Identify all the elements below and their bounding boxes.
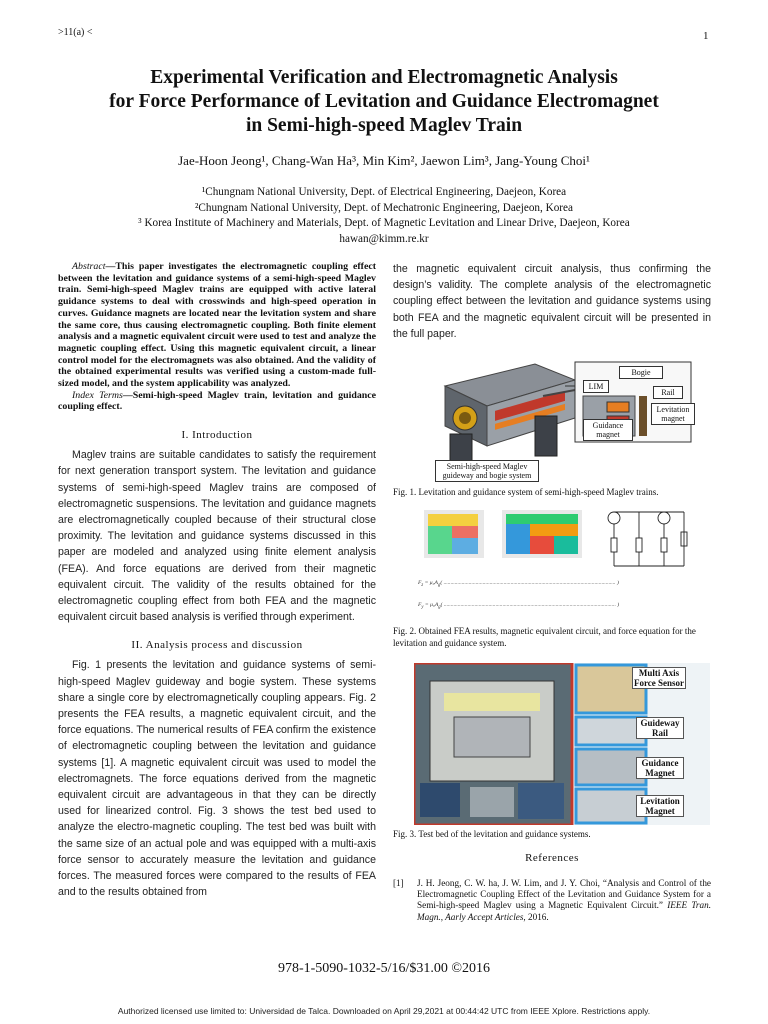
analysis-paragraph: Fig. 1 presents the levitation and guidance systems of semi-high-speed Maglev guideway and bogie system. These systems share a single core by electromagnetically coupling appears. Fig. 2 presents the FEA results, a magnetic equivalent circuit, and the force equations. The numerical results of FEA confirm the existence of electromagnetic coupling between the levitation and guidance systems [1]. A magnetic equivalent circuit was used to model the electromagnets. The force equations derived from the magnetic equivalent circuit are advantageous in that they can be directly used for linearized control. Fig. 3 shows the test bed used to analyze the electro-magnetic coupling. The test bed was built with the same size of an actual pole and was equipped with a multi-axis force sensor to accurately measure the levitation and guidance forces. The measured forces were compared to the results of FEA and to the results obtained from: [58, 659, 376, 899]
abstract-text: —This paper investigates the electromagnetic coupling effect between the levitation and guidance systems of a semi-high-speed Maglev train. Semi-high-speed Maglev trains are equipped with active lateral guidance systems to deal with crosswinds and high-speed operation in curves. Guidance magnets are located near the levitation system and share the same core, thus causing electromagnetic coupling. Both finite element analysis and a magnetic equivalent circuit were used to test and analyze the magnetic coupling effect. Using this magnetic equivalent circuit, a linear control model for the electromagnets was also obtained. And the validity of the obtained experimental results was verified using a custom-made full-sized model, and the system applicability was analyzed.: [58, 261, 376, 390]
affiliations: [40, 185, 728, 247]
reference-item: [393, 878, 711, 923]
isbn-line: 978-1-5090-1032-5/16/$31.00 ©2016: [277, 961, 491, 976]
continuation-paragraph: the magnetic equivalent circuit analysis, thus confirming the design’s validity. The complete analysis of the electromagnetic coupling effect between the levitation and guidance systems using both FEA and the magnetic equivalent circuit will be presented in the full paper.: [393, 263, 711, 340]
reference-list: [393, 878, 711, 923]
title-line-2: for Force Performance of Levitation and Guidance Electromagnet: [109, 91, 659, 112]
guidance-magnet-label: Guidance magnet: [583, 419, 633, 441]
reference-text: J. H. Jeong, C. W. ha, J. W. Lim, and J. Y. Choi, “Analysis and Control of the Electromagnetic Coupling Effect of the Levitation and Guidance System for a Semi-high-speed Maglev using a Magnetic Equivalent Circuit.”: [417, 878, 711, 911]
guidance-magnet-photo-label: Guidance Magnet: [636, 757, 684, 779]
force-equation-1: $F_z = \mu_0A_g$( ........................................................................................................................... ): [418, 580, 619, 589]
running-header: >11(a) <: [58, 27, 93, 38]
paper-title: [40, 66, 728, 138]
levitation-magnet-photo-label: Levitation Magnet: [636, 795, 684, 817]
reference-number: [1]: [393, 878, 404, 888]
figure-1-caption: Fig. 1. Levitation and guidance system of semi-high-speed Maglev trains.: [393, 487, 659, 497]
abstract-label: Abstract: [72, 261, 106, 272]
intro-heading: I. Introduction: [181, 429, 253, 442]
figure-2-caption: Fig. 2. Obtained FEA results, magnetic equivalent circuit, and force equation for the levitation and guidance system.: [393, 626, 696, 648]
reference-body: [417, 878, 711, 923]
force-equation-2: $F_y = \mu_0A_g$( ........................................................................................................................... ): [418, 602, 620, 611]
left-column: [58, 261, 376, 900]
license-notice: Authorized licensed use limited to: Universidad de Talca. Downloaded on April 29,2021 at 00:44:42 UTC from IEEE Xplore. Restrictions apply.: [117, 1006, 651, 1016]
figure-3-caption: Fig. 3. Test bed of the levitation and guidance systems.: [393, 829, 591, 839]
abstract: [58, 261, 376, 390]
index-terms-label: Index Terms: [72, 389, 123, 401]
reference-journal: IEEE Tran. Magn., Aarly Accept Articles: [417, 900, 711, 922]
inset-label: Semi-high-speed Maglev guideway and bogie system: [435, 460, 539, 482]
guideway-rail-label: Guideway Rail: [636, 717, 684, 739]
author-list: Jae-Hoon Jeong¹, Chang-Wan Ha³, Min Kim², Jaewon Lim³, Jang-Young Choi¹: [178, 153, 590, 168]
bogie-label: Bogie: [619, 366, 663, 379]
references-heading: References: [525, 852, 579, 864]
analysis-heading: II. Analysis process and discussion: [131, 639, 303, 652]
page-number: 1: [703, 30, 709, 42]
rail-label: Rail: [653, 386, 683, 399]
right-continuation: [393, 261, 711, 342]
reference-year: , 2016.: [523, 911, 549, 922]
index-terms-text: —Semi-high-speed Maglev train, levitation and guidance coupling effect.: [58, 389, 377, 413]
affiliation-1: ¹Chungnam National University, Dept. of Electrical Engineering, Daejeon, Korea: [201, 186, 567, 198]
title-line-3: in Semi-high-speed Maglev Train: [245, 115, 523, 136]
force-sensor-label: Multi Axis Force Sensor: [633, 668, 685, 688]
figure-1: [425, 356, 695, 484]
affiliation-2: ²Chungnam National University, Dept. of Mechatronic Engineering, Daejeon, Korea: [195, 201, 573, 214]
fea-results-and-circuit: [418, 508, 710, 578]
affiliation-3: ³ Korea Institute of Machinery and Materials, Dept. of Magnetic Levitation and Linear Drive, Daejeon, Korea: [138, 217, 630, 229]
lim-label: LIM: [583, 380, 609, 393]
analysis-body: [58, 657, 376, 900]
contact-email: hawan@kimm.re.kr: [339, 232, 429, 245]
title-line-1: Experimental Verification and Electromagnetic Analysis: [150, 67, 618, 88]
intro-body: [58, 447, 376, 625]
figure-2: [418, 508, 710, 622]
figure-3: [414, 663, 710, 825]
levitation-magnet-label: Levitation magnet: [651, 403, 695, 425]
index-terms: [58, 390, 376, 413]
intro-paragraph: Maglev trains are suitable candidates to satisfy the requirement for next generation transport system. The levitation and guidance systems of semi-high-speed Maglev trains are composed of electromagnetic suspensions. The levitation and guidance magnets are electromagnetically coupled because of their structural close proximity. The levitation and guidance systems discussed in this paper are modeled and analyzed using finite element analysis (FEA). And force equations are derived from their magnetic equivalent circuit. The validity of the results obtained for the electromagnetic coupling effect from both FEA and the magnetic equivalent circuit based analysis is verified through experiment.: [58, 449, 376, 624]
